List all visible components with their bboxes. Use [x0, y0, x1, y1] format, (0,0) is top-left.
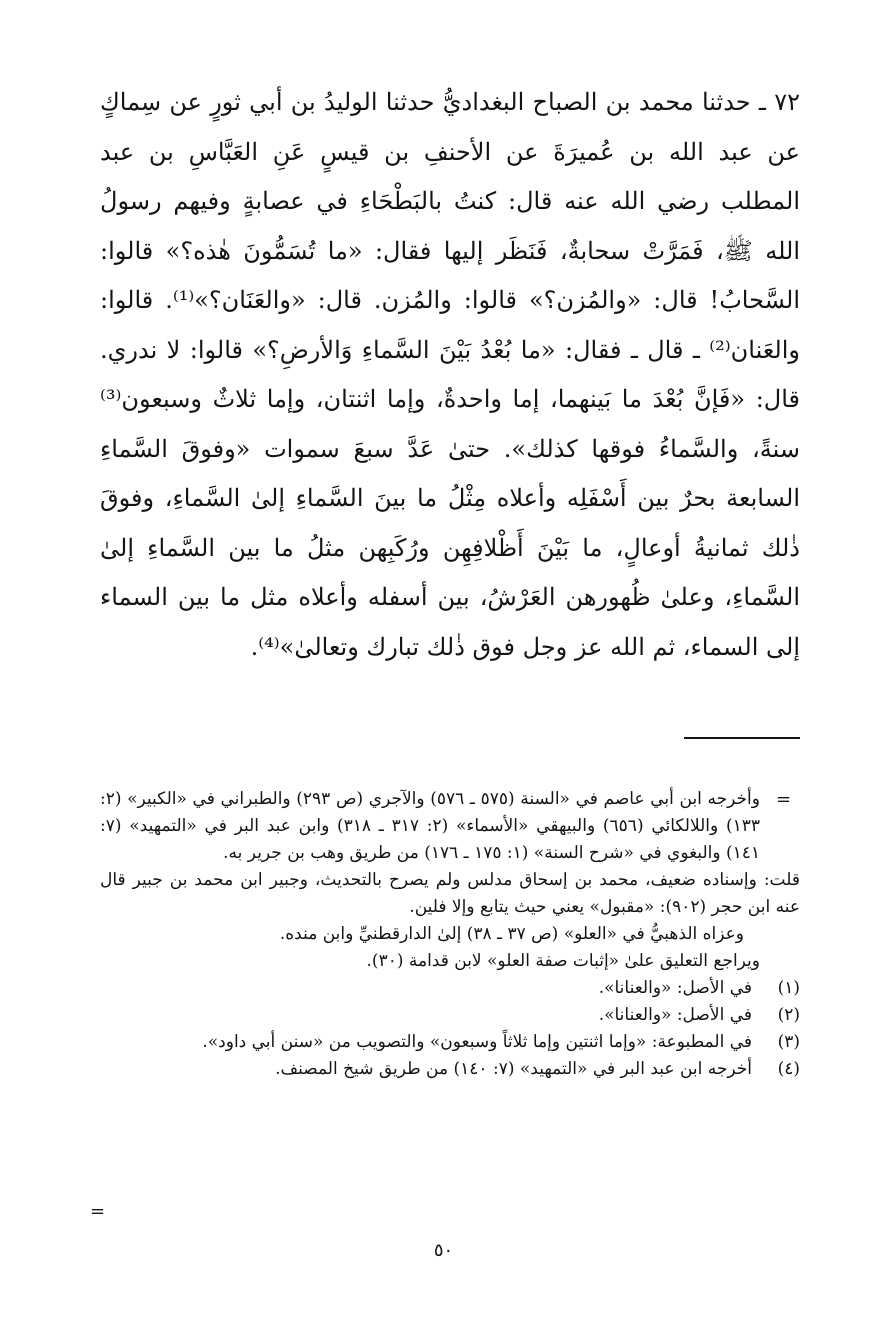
footnote-text: في المطبوعة: «وإما اثنتين وإما ثلاثاً وسبعون» والتصويب من «سنن أبي داود». [202, 1032, 752, 1052]
footnote-item [100, 1002, 800, 1029]
footnote-paragraph: ويراجع التعليق علىٰ «إثبات صفة العلو» لابن قدامة (٣٠). [366, 951, 760, 971]
footnote-text: أخرجه ابن عبد البر في «التمهيد» (٧: ١٤٠) من طريق شيخ المصنف. [275, 1059, 752, 1079]
footnote-paragraph: قلت: وإسناده ضعيف، محمد بن إسحاق مدلس ولم يصرح بالتحديث، وجبير ابن محمد بن جبير قال عنه ابن حجر (٩٠٢): «مقبول» يعني حيث يتابع وإلا فلين. [100, 870, 800, 917]
page-number: ٥٠ [433, 1240, 454, 1261]
footnote-item [100, 1029, 800, 1056]
hadith-paragraph: ٧٢ ـ حدثنا محمد بن الصباح البغداديُّ حدثنا الوليدُ بن أبي ثورٍ عن سِماكٍ عن عبد الله بن عُميرَةَ عن الأحنفِ بن قيسٍ عَنِ العَبَّاسِ بن عبد المطلب رضي الله عنه قال: كنتُ بالبَطْحَاءِ في عصابةٍ وفيهم رسولُ الله ﷺ، فَمَرَّتْ سحابةٌ، فَنَظَر إليها فقال: «ما تُسَمُّونَ هٰذه؟» قالوا: السَّحابُ! قال: «والمُزن؟» قالوا: والمُزن. قال: «والعَنَان؟»⁽¹⁾. قالوا: والعَنان⁽²⁾ ـ قال ـ فقال: «ما بُعْدُ بَيْنَ السَّماءِ وَالأرضِ؟» قالوا: لا ندري. قال: «فَإنَّ بُعْدَ ما بَينهما، إما واحدةٌ، وإما اثنتان، وإما ثلاثٌ وسبعون⁽³⁾ سنةً، والسَّماءُ فوقها كذلك». حتىٰ عَدَّ سبعَ سموات «وفوقَ السَّماءِ السابعة بحرٌ بين أَسْفَلِه وأعلاه مِثْلُ ما بينَ السَّماءِ إلىٰ السَّماءِ، وفوقَ ذٰلك ثمانيةُ أوعالٍ، ما بَيْنَ أَظْلافِهِن ورُكَبِهن مثلُ ما بين السَّماءِ إلىٰ السَّماءِ، وعلىٰ ظُهورهن العَرْشُ، بين أسفله وأعلاه مثل ما بين السماء إلى السماء، ثم الله عز وجل فوق ذٰلك تبارك وتعالىٰ»⁽⁴⁾. [100, 88, 800, 661]
footnote-item [100, 975, 800, 1002]
footnote-number: (٢) [777, 1005, 800, 1025]
footnote-text: في الأصل: «والعنانا». [598, 978, 752, 998]
footnote-item [100, 1056, 800, 1083]
continuation-mark: = [776, 789, 792, 810]
footnote-text: في الأصل: «والعنانا». [598, 1005, 752, 1025]
footnote-paragraph: وأخرجه ابن أبي عاصم في «السنة (٥٧٥ ـ ٥٧٦) والآجري (ص ٢٩٣) والطبراني في «الكبير» (٢: ١٣٣) واللالكائي (٦٥٦) والبيهقي «الأسماء» (٢: ٣١٧ ـ ٣١٨) وابن عبد البر في «التمهيد» (٧: ١٤١) والبغوي في «شرح السنة» (١: ١٧٥ ـ ١٧٦) من طريق وهب بن جرير به. [100, 789, 761, 863]
continued-mark: = [90, 1201, 106, 1222]
footnote-paragraph: وعزاه الذهبيُّ في «العلو» (ص ٣٧ ـ ٣٨) إلىٰ الدارقطنيِّ وابن منده. [279, 924, 744, 944]
footnotes-block [100, 786, 800, 1083]
hadith-text-block [100, 78, 800, 672]
footnote-number: (٤) [777, 1059, 800, 1079]
footnote-separator [684, 737, 800, 739]
footnote-number: (١) [777, 978, 800, 998]
footnote-number: (٣) [777, 1032, 800, 1052]
